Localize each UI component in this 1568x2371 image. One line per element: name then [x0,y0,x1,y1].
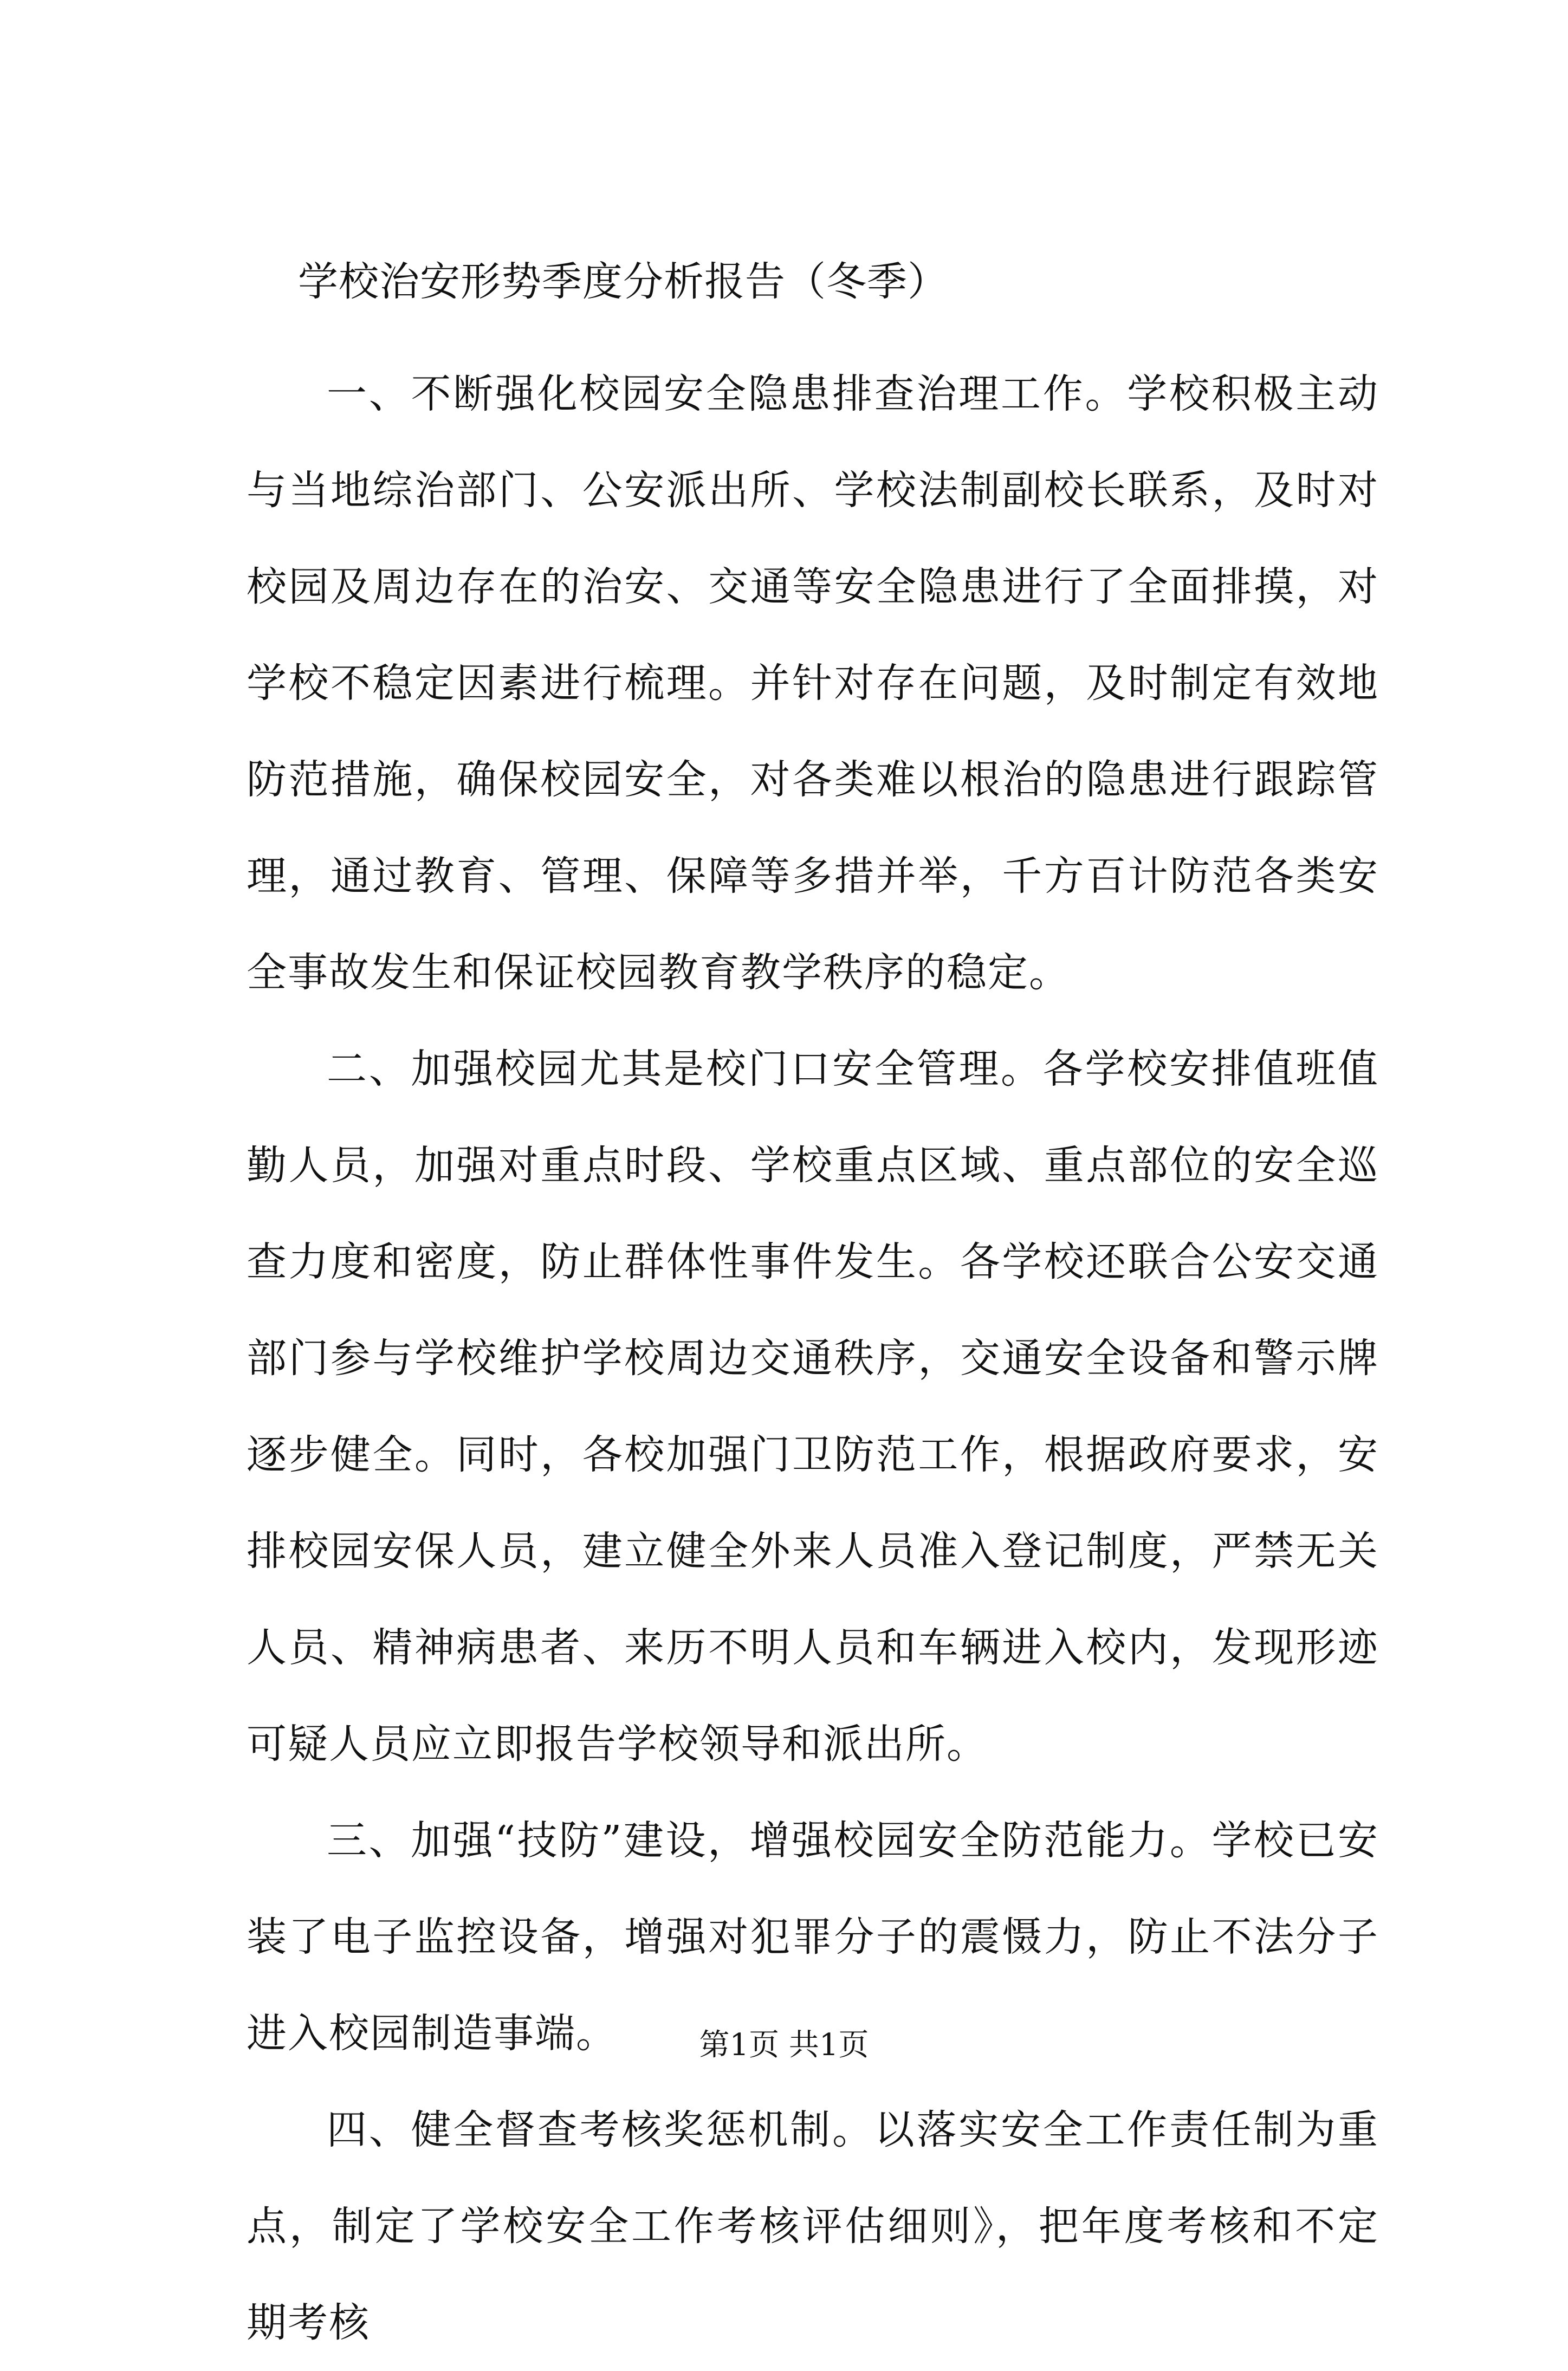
paragraph-3: 三、加强“技防”建设，增强校园安全防范能力。学校已安装了电子监控设备，增强对犯罪分子的震慑力，防止不法分子进入校园制造事端。 [247,1817,1379,2057]
paragraph-4: 四、健全督查考核奖惩机制。以落实安全工作责任制为重点，制定了学校安全工作考核评估细则》，把年度考核和不定期考核 [247,2107,1379,2346]
paragraph-1: 一、不断强化校园安全隐患排查治理工作。学校积极主动与当地综治部门、公安派出所、学校法制副校长联系，及时对校园及周边存在的治安、交通等安全隐患进行了全面排摸，对学校不稳定因素进行梳理。并针对存在问题，及时制定有效地防范措施，确保校园安全，对各类难以根治的隐患进行跟踪管理，通过教育、管理、保障等多措并举，千方百计防范各类安全事故发生和保证校园教育教学秩序的稳定。 [247,371,1379,996]
page-footer: 第1页 共1页 [699,2027,869,2063]
document-title: 学校治安形势季度分析报告（冬季） [298,258,948,305]
paragraph-2: 二、加强校园尤其是校门口安全管理。各学校安排值班值勤人员，加强对重点时段、学校重点区域、重点部位的安全巡查力度和密度，防止群体性事件发生。各学校还联合公安交通部门参与学校维护学校周边交通秩序，交通安全设备和警示牌逐步健全。同时，各校加强门卫防范工作，根据政府要求，安排校园安保人员，建立健全外来人员准入登记制度，严禁无关人员、精神病患者、来历不明人员和车辆进入校内，发现形迹可疑人员应立即报告学校领导和派出所。 [247,1046,1379,1767]
